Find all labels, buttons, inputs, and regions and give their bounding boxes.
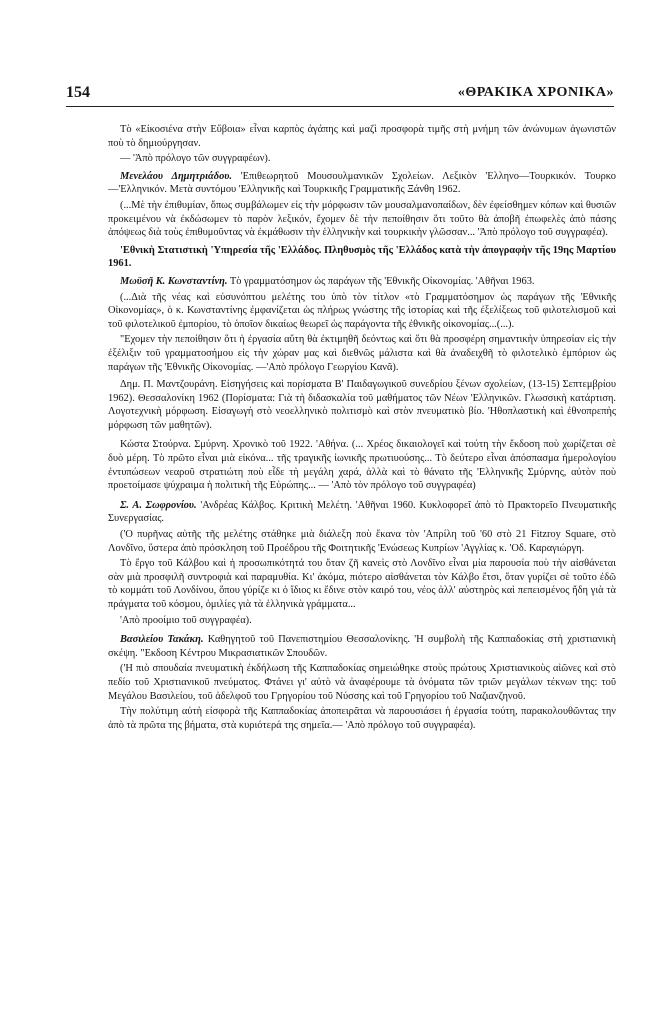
entry-description: Καθηγητοῦ τοῦ Πανεπιστημίου Θεσσαλονίκης. 'Η συμβολὴ τῆς Καππαδοκίας στὴ χριστιανικὴ σκέψη. "Εκδοση Κέντρου Μικρασιατικῶν Σπουδῶν. [108,634,616,659]
entry-author: Μωϋσῆ Κ. Κωνσταντίνη. [120,275,228,287]
paragraph: ('Η πιὸ σπουδαία πνευματικὴ ἐκδήλωση τῆς Καππαδοκίας σημειώθηκε στοὺς πρώτους Χριστιανικοὺς αἰῶνες καὶ στὸ πεδίο τοῦ Χριστιανικοῦ πνεύματος. Φτάνει γι' αὐτὸ νὰ ἀναφέρουμε τὰ ὀνόματα τῶν τριῶν μεγάλων τέκνων της: τοῦ Μεγάλου Βασιλείου, τοῦ ἀδελφοῦ του Γρηγορίου τοῦ Νύσσης καὶ τοῦ Γρηγορίου τοῦ Ναζιανζηνοῦ. [108,663,616,702]
book-entry [108,170,616,197]
entry-description: Τὸ γραμματόσημον ὡς παράγων τῆς 'Εθνικῆς Οἰκονομίας. 'Αθῆναι 1963. [227,275,535,287]
book-entry: Δημ. Π. Μαντζουράνη. Εἰσηγήσεις καὶ πορίσματα Β' Παιδαγωγικοῦ συνεδρίου ξένων σχολείων, (13-15) Σεπτεμβρίου 1962). Θεσσαλονίκη 1962 (Πορίσματα: Γιὰ τὴ διδασκαλία τοῦ μαθήματος τῶν Νέων 'Ελληνικῶν. Γλωσσικὴ κατάρτιση. Λογοτεχνικὴ μόρφωση. Εἰσαγωγὴ στὸ νεοελληνικὸ πολιτισμὸ καὶ στὸν πνευματικὸ βίο. 'Ηθοπλαστικὴ καὶ ἐθνοπρεπὴς μόρφωση τῶν μαθητῶν). [108,379,616,431]
entry-description: 'Ανδρέας Κάλβος. Κριτικὴ Μελέτη. 'Αθῆναι 1960. Κυκλοφορεῖ ἀπὸ τὸ Πρακτορεῖο Πνευματικῆς Συνεργασίας. [108,499,617,525]
entry-author: Μενελάου Δημητριάδου. [120,170,232,182]
entry-author: Βασιλείου Τακάκη. [120,634,204,646]
book-entry [108,275,616,289]
paragraph: (...Μὲ τὴν ἐπιθυμίαν, ὅπως συμβάλωμεν εἰς τὴν μόρφωσιν τῶν μουσαλμανοπαίδων, δὲν ἐφείσθημεν κόπων καὶ θυσιῶν προκειμένου νὰ ἐκδώσωμεν τὸ παρὸν λεξικόν, ἔχομεν δὲ τὴν πεποίθησιν ὅτι τοῦτο θὰ ἀποβῆ ἐπωφελὲς ἀπὸ πάσης ἀπόψεως διὰ τοὺς ἐπιθυμοῦντας νὰ ἐκμάθωσιν τὴν ἑλληνικὴν καὶ τουρκικὴν γλῶσσαν... 'Ἀπὸ πρόλογο τοῦ συγγραφέα). [108,199,616,239]
book-entry [108,499,616,526]
paragraph: ('Ο πυρῆνας αὐτῆς τῆς μελέτης στάθηκε μιὰ διάλεξη ποὺ ἔκανα τὸν 'Απρίλη τοῦ '60 στὸ 21 Fitzroy Square, στὸ Λονδῖνο, ὕστερα ἀπὸ πρόσκληση τοῦ Προέδρου τῆς Φοιτητικῆς 'Ενώσεως Κυπρίων 'Αγγλίας κ. 'Οδ. Καραγιώργη. [108,529,616,554]
quote-attribution: 'Απὸ προοίμιο τοῦ συγγραφέα). [120,614,252,626]
entry-description: 'Επιθεωρητοῦ Μουσουλμανικῶν Σχολείων. Λεξικὸν 'Ελληνο—Τουρκικόν. Τουρκο—'Ελληνικόν. Μετὰ συντόμου 'Ελληνικῆς καὶ Τουρκικῆς Γραμματικῆς Ξάνθη 1962. [108,170,616,196]
paragraph: "Εχομεν τὴν πεποίθησιν ὅτι ἡ ἐργασία αὕτη θὰ ἐκτιμηθῆ δεόντως καὶ ὅτι θὰ προσφέρη σημαντικὴν ὑπηρεσίαν εἰς τὴν ἐξέλιξιν τοῦ γραμματοσήμου εἰς τὴν χώραν μας καὶ διεθνῶς μάλιστα καὶ θὰ ἀναδειχθῆ τὸ φιλοτελικὸ ἐμπόριον ὡς παράγων τῆς 'Εθνικῆς Οἰκονομίας. —'Απὸ πρόλογο Γεωργίου Κανᾶ). [108,334,616,373]
page-number: 154 [66,84,90,101]
page-body [108,123,616,736]
paragraph: Τὸ «Εἰκοσιένα στὴν Εὔβοια» εἶναι καρπὸς ἀγάπης καὶ μαζὶ προσφορὰ τιμῆς στὴ μνήμη τῶν ἀνώνυμων ἀγωνιστῶν ποὺ τὸ δημιούργησαν. [108,124,616,149]
book-entry: 'Εθνικὴ Στατιστικὴ 'Υπηρεσία τῆς 'Ελλάδος. Πληθυσμὸς τῆς 'Ελλάδος κατὰ τὴν ἀπογραφὴν τῆς 19ης Μαρτίου 1961. [108,244,616,270]
entry-author: Σ. Α. Σωφρονίου. [120,499,197,511]
quote-attribution: — 'Ἀπὸ πρόλογο τῶν συγγραφέων). [120,153,271,165]
book-entry [108,633,616,660]
book-entry: Κώστα Στούρνα. Σμύρνη. Χρονικὸ τοῦ 1922. 'Αθήνα. (... Χρέος δικαιολογεῖ καὶ τούτη τὴν ἔκδοση ποὺ χωρίζεται σὲ δυὸ μέρη. Τὸ πρῶτο εἶναι μιὰ εἰκόνα... τῆς τραγικῆς ἰωνικῆς πρωτιυούσης... Τὸ δεύτερο εἶναι ἀπόσπασμα ἡμερολογίου ἐντυπώσεων νεαροῦ στρατιώτη ποὺ εἶδε τὴ μεγάλη χαρά, ἀλλὰ καὶ τὸ θάνατο τῆς 'Ελληνικῆς Σμύρνης, αὐτὸν ποὺ προετοίμασε ψύχραιμα ἡ πολιτικὴ τῆς Εὐρώπης... — 'Απὸ τὸν πρόλογο τοῦ συγγραφέα) [108,439,616,492]
paragraph: Τὸ ἔργο τοῦ Κάλβου καὶ ἡ προσωπικότητά του ὅταν ζῆ κανεὶς στὸ Λονδῖνο εἶναι μία παρουσία ποὺ τὴν αἰσθάνεται σὰν μιὰ προσφιλῆ συντροφιὰ καὶ παραμυθία. Κι' ἀκόμα, πιότερο αἰσθάνεται τὸν Κάλβο ἔτσι, ὅταν γυρίζει σὲ τοῦτο ἐδῶ τὸ κομμάτι τοῦ Λονδίνου, ὅπου γύρίζε κι ὁ ἴδιος κι ἔδινε στὸν καιρό του, νέος ἀλλ' αὐστηρὸς καὶ πεπεισμένος ἤδη γιὰ τὰ πράγματα τοῦ κόσμου, ὁμιλίες γιὰ τὰ ἑλληνικὰ γράμματα... [108,558,616,610]
paragraph: Τὴν πολύτιμη αὐτὴ εἰσφορὰ τῆς Καππαδοκίας ἀποπειρᾶται νὰ παρουσιάσει ἡ ἐργασία τούτη, παρακολουθῶντας την ἀπὸ τὰ πρῶτα της βήματα, στὰ κυριότερά της σημεῖα.— 'Απὸ πρόλογο τοῦ συγγραφέα). [108,706,616,731]
paragraph: (...Διὰ τῆς νέας καὶ εὐσυνόπτου μελέτης του ὑπὸ τὸν τίτλον «τὸ Γραμματόσημον ὡς παράγων τῆς 'Εθνικῆς Οἰκονομίας», ὁ κ. Κωνσταντίνης ἐμφανίζεται ὡς πλήρως γνώστης τῆς ἱστορίας καὶ τῆς ἐξελίξεως τοῦ φιλοτελισμοῦ καὶ τοῦ φιλοτελικοῦ ἐμπορίου, τὸ ὁποῖον δικαίως θεωρεῖ ὡς παράγοντα τῆς ἐθνικῆς οἰκονομίας...(...). [108,291,616,330]
running-title: «ΘΡΑΚΙΚΑ ΧΡΟΝΙΚΑ» [457,85,614,100]
page-header [66,84,614,107]
